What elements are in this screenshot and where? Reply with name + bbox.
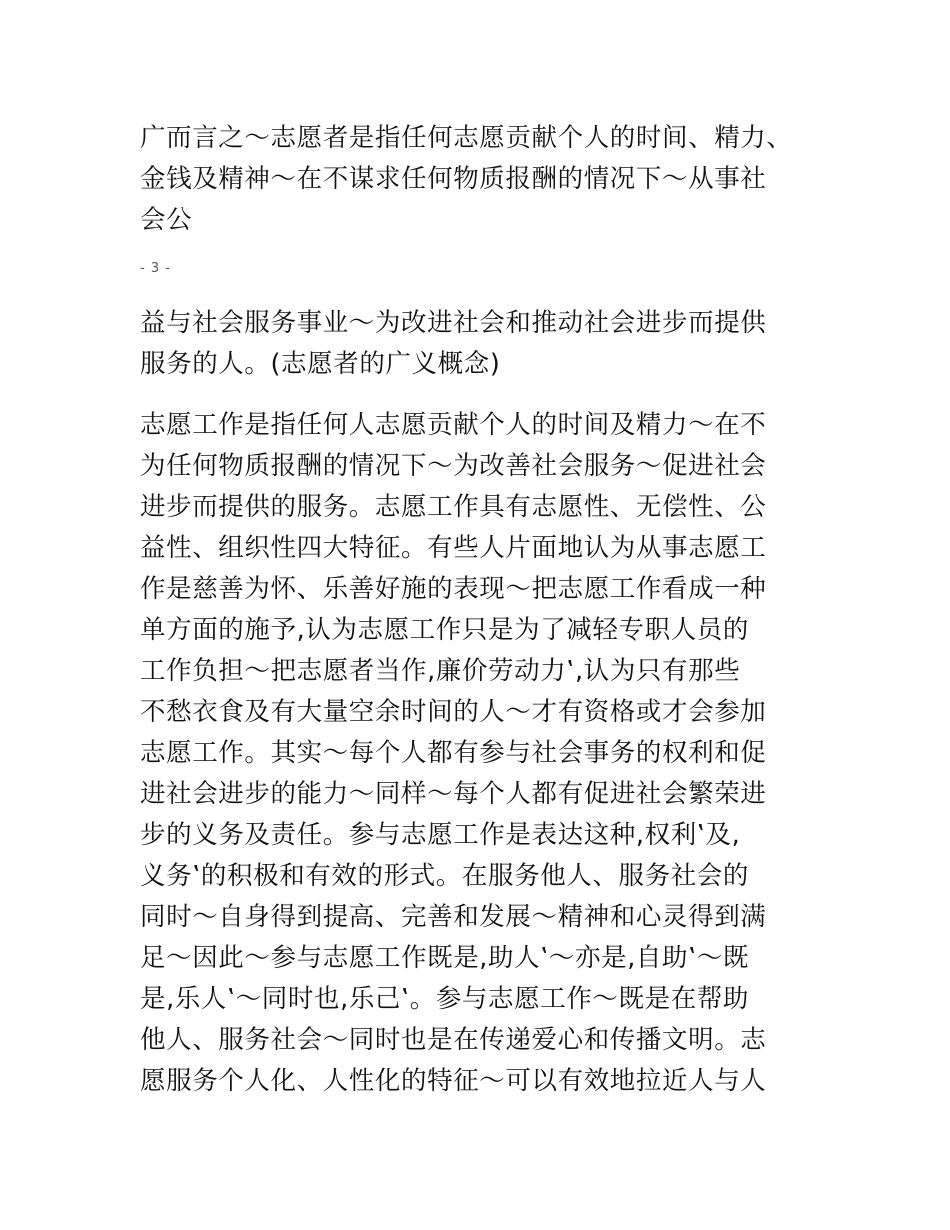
paragraph-3-line: 进社会进步的能力～同样～每个人都有促进社会繁荣进 <box>140 779 767 809</box>
paragraph-3-line: 步的义务及责任。参与志愿工作是表达这种,权利‛及, <box>140 820 741 850</box>
paragraph-3-line: 不愁衣食及有大量空余时间的人～才有资格或才会参加 <box>140 697 767 727</box>
paragraph-1-line: 会公 <box>140 205 193 235</box>
paragraph-3-line: 益性、组织性四大特征。有些人片面地认为从事志愿工 <box>140 533 767 563</box>
paragraph-3-line: 同时～自身得到提高、完善和发展～精神和心灵得到满 <box>140 902 767 932</box>
paragraph-3-line: 足～因此～参与志愿工作既是,助人‛～亦是,自助‛～既 <box>140 943 750 973</box>
paragraph-3-line: 志愿工作。其实～每个人都有参与社会事务的权利和促 <box>140 738 767 768</box>
paragraph-3-line: 作是慈善为怀、乐善好施的表现～把志愿工作看成一种 <box>140 574 767 604</box>
paragraph-3-line: 他人、服务社会～同时也是在传递爱心和传播文明。志 <box>140 1025 767 1055</box>
paragraph-1-line: 金钱及精神～在不谋求任何物质报酬的情况下～从事社 <box>140 164 767 194</box>
paragraph-3-line: 进步而提供的服务。志愿工作具有志愿性、无偿性、公 <box>140 492 767 522</box>
paragraph-3-line: 是,乐人‛～同时也,乐己‛。参与志愿工作～既是在帮助 <box>140 984 750 1014</box>
paragraph-3-line: 愿服务个人化、人性化的特征～可以有效地拉近人与人 <box>140 1066 767 1096</box>
paragraph-2-line: 服务的人。(志愿者的广义概念) <box>140 349 501 379</box>
paragraph-3-line: 工作负担～把志愿者当作,廉价劳动力‛,认为只有那些 <box>140 656 741 686</box>
paragraph-2-line: 益与社会服务事业～为改进社会和推动社会进步而提供 <box>140 308 767 338</box>
paragraph-3-line: 志愿工作是指任何人志愿贡献个人的时间及精力～在不 <box>140 410 767 440</box>
paragraph-3-line: 义务‛的积极和有效的形式。在服务他人、服务社会的 <box>140 861 750 891</box>
paragraph-3-line: 为任何物质报酬的情况下～为改善社会服务～促进社会 <box>140 451 767 481</box>
paragraph-3-line: 单方面的施予,认为志愿工作只是为了减轻专职人员的 <box>140 615 750 645</box>
page-number: - 3 - <box>140 261 171 276</box>
paragraph-1-line: 广而言之～志愿者是指任何志愿贡献个人的时间、精力、 <box>140 123 793 153</box>
